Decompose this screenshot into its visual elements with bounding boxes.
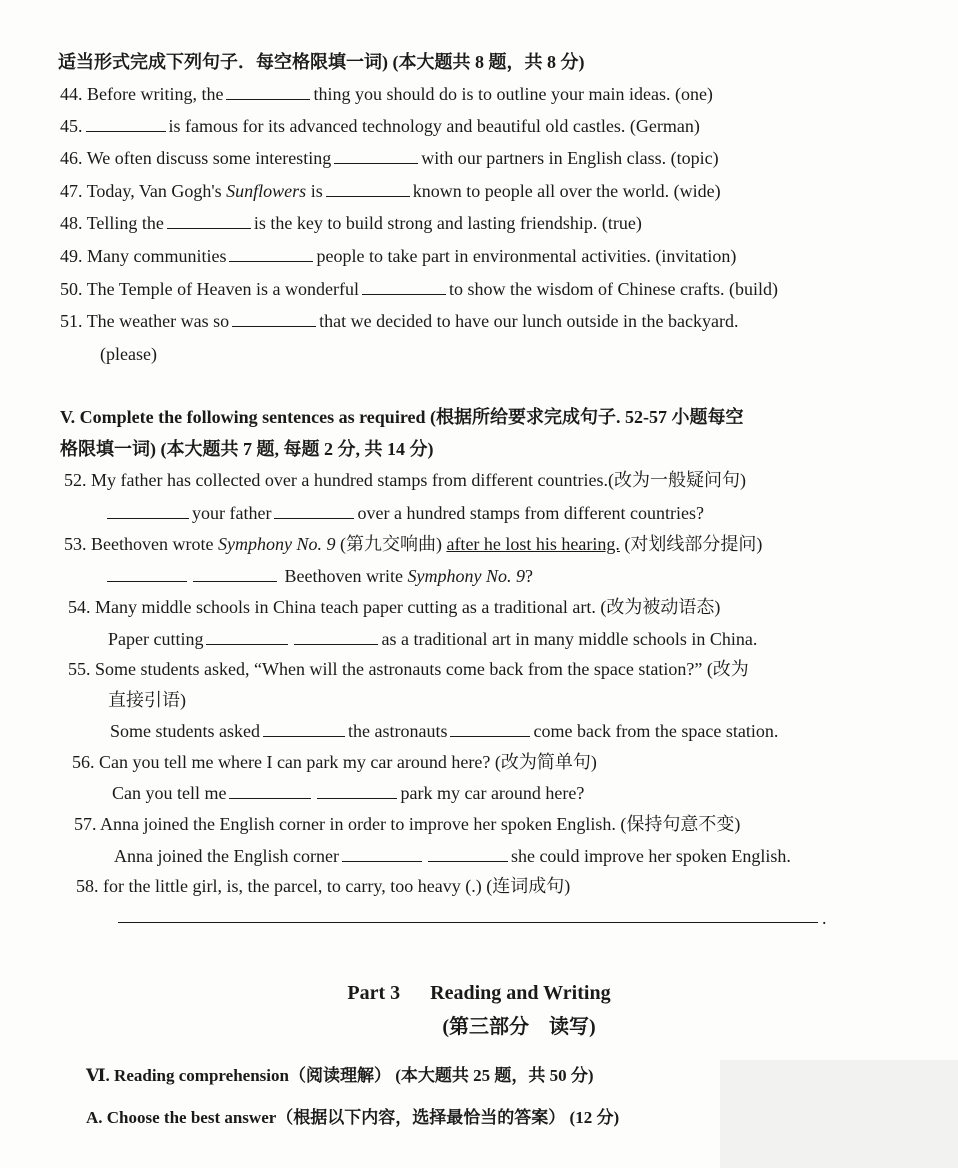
question-text: to show the wisdom of Chinese crafts. (build) — [449, 279, 778, 299]
answer-blank[interactable] — [107, 502, 189, 519]
question-number: 58. — [76, 876, 99, 896]
answer-text: she could improve her spoken English. — [510, 846, 791, 866]
answer-blank[interactable] — [193, 565, 277, 582]
answer-blank[interactable] — [294, 628, 378, 645]
question-text: is — [310, 181, 323, 201]
question-56-answer — [112, 781, 584, 805]
question-text: My father has collected over a hundred stamps from different countries.(改为一般疑问句) — [91, 470, 746, 490]
answer-text: over a hundred stamps from different countries? — [357, 503, 705, 523]
question-57-answer — [114, 844, 791, 868]
question-44 — [60, 82, 713, 106]
answer-blank[interactable] — [428, 845, 508, 862]
question-number: 47. — [60, 181, 83, 201]
answer-blank[interactable] — [229, 245, 313, 262]
question-text: for the little girl, is, the parcel, to carry, too heavy (.) (连词成句) — [103, 876, 571, 896]
question-number: 57. — [74, 814, 97, 834]
question-number: 46. — [60, 148, 83, 168]
part3-title: Part 3 Reading and Writing — [347, 982, 611, 1004]
question-50 — [60, 277, 778, 301]
answer-blank[interactable] — [229, 782, 311, 799]
question-text: that we decided to have our lunch outside in the backyard. — [319, 311, 739, 331]
question-number: 55. — [68, 659, 91, 679]
answer-text: Can you tell me — [112, 783, 227, 803]
part3-subtitle: (第三部分 读写) — [442, 1016, 596, 1038]
question-53 — [64, 532, 762, 556]
answer-text: your father — [192, 503, 272, 523]
answer-blank[interactable] — [326, 180, 410, 197]
answer-text: Beethoven write — [284, 566, 403, 586]
answer-blank[interactable] — [206, 628, 288, 645]
question-58 — [76, 874, 570, 898]
question-number: 56. — [72, 752, 95, 772]
period-mark: . — [822, 908, 827, 928]
answer-blank[interactable] — [107, 565, 187, 582]
question-text: Before writing, the — [87, 84, 224, 104]
question-45 — [60, 114, 700, 138]
question-text: Many middle schools in China teach paper cutting as a traditional art. (改为被动语态) — [95, 597, 721, 617]
answer-blank[interactable] — [274, 502, 354, 519]
answer-line[interactable] — [118, 922, 818, 923]
answer-text: Anna joined the English corner — [114, 846, 339, 866]
question-number: 44. — [60, 84, 83, 104]
answer-text: come back from the space station. — [533, 721, 779, 741]
question-number: 48. — [60, 213, 83, 233]
answer-blank[interactable] — [263, 720, 345, 737]
section5-header-line2: 格限填一词) (本大题共 7 题, 每题 2 分, 共 14 分) — [60, 439, 434, 459]
question-54 — [68, 595, 720, 619]
question-text: is the key to build strong and lasting friendship. (true) — [253, 213, 642, 233]
question-56 — [72, 750, 597, 774]
question-text: Can you tell me where I can park my car around here? (改为简单句) — [99, 752, 597, 772]
question-number: 49. — [60, 246, 83, 266]
question-number: 53. — [64, 534, 87, 554]
question-text: The weather was so — [86, 311, 230, 331]
section4-header: 适当形式完成下列句子．每空格限填一词) (本大题共 8 题，共 8 分) — [58, 52, 585, 72]
section5-header-line1: V. Complete the following sentences as required (根据所给要求完成句子. 52-57 小题每空 — [60, 407, 744, 427]
answer-blank[interactable] — [362, 278, 446, 295]
answer-blank[interactable] — [334, 147, 418, 164]
question-text: (第九交响曲) — [339, 534, 442, 554]
question-47 — [60, 179, 721, 203]
question-46 — [60, 146, 719, 170]
question-55-instruction: 直接引语) — [108, 690, 186, 710]
question-text: thing you should do is to outline your main ideas. (one) — [313, 84, 713, 104]
question-text: Beethoven wrote — [91, 534, 214, 554]
question-51-continuation: (please) — [100, 344, 157, 364]
answer-text: park my car around here? — [400, 783, 585, 803]
answer-text: the astronauts — [348, 721, 448, 741]
question-text: people to take part in environmental activities. (invitation) — [316, 246, 737, 266]
artwork-title: Sunflowers — [226, 181, 307, 201]
question-text: Many communities — [87, 246, 227, 266]
question-number: 45. — [60, 116, 83, 136]
instruction-text: (对划线部分提问) — [624, 534, 763, 554]
question-57 — [74, 812, 740, 836]
question-text: Today, Van Gogh's — [86, 181, 222, 201]
answer-blank[interactable] — [342, 845, 422, 862]
answer-text: Some students asked — [110, 721, 260, 741]
question-text: We often discuss some interesting — [86, 148, 332, 168]
question-text: with our partners in English class. (topic) — [421, 148, 719, 168]
answer-blank[interactable] — [317, 782, 397, 799]
question-55-answer — [110, 719, 778, 743]
question-52-answer — [104, 501, 704, 525]
question-mark: ? — [524, 566, 533, 586]
question-54-answer — [108, 627, 757, 651]
question-text: is famous for its advanced technology and beautiful old castles. (German) — [168, 116, 700, 136]
question-text: Some students asked, “When will the astronauts come back from the space station?” (改为 — [95, 659, 749, 679]
underlined-text: after he lost his hearing. — [446, 534, 620, 554]
answer-blank[interactable] — [450, 720, 530, 737]
question-53-answer — [104, 564, 533, 588]
work-title: Symphony No. 9 — [407, 566, 525, 586]
section-a-header: A. Choose the best answer（根据以下内容，选择最恰当的答案） (12 分) — [86, 1108, 620, 1127]
answer-blank[interactable] — [226, 83, 310, 100]
question-text: The Temple of Heaven is a wonderful — [86, 279, 359, 299]
scan-patch — [720, 1060, 958, 1168]
answer-blank[interactable] — [167, 212, 251, 229]
question-number: 51. — [60, 311, 83, 331]
answer-text: Paper cutting — [108, 629, 204, 649]
answer-blank[interactable] — [232, 310, 316, 327]
question-52 — [64, 468, 746, 492]
question-49 — [60, 244, 736, 268]
question-number: 54. — [68, 597, 91, 617]
question-text: Telling the — [86, 213, 164, 233]
question-55 — [68, 657, 749, 681]
answer-text: as a traditional art in many middle schools in China. — [381, 629, 758, 649]
section6-header: Ⅵ. Reading comprehension（阅读理解） (本大题共 25 题，共 50 分) — [86, 1066, 594, 1085]
work-title: Symphony No. 9 — [217, 534, 336, 554]
question-51 — [60, 309, 739, 333]
question-48 — [60, 211, 642, 235]
question-number: 52. — [64, 470, 87, 490]
question-text: Anna joined the English corner in order to improve her spoken English. (保持句意不变) — [100, 814, 741, 834]
question-number: 50. — [60, 279, 83, 299]
answer-blank[interactable] — [86, 115, 166, 132]
question-text: known to people all over the world. (wide) — [412, 181, 721, 201]
